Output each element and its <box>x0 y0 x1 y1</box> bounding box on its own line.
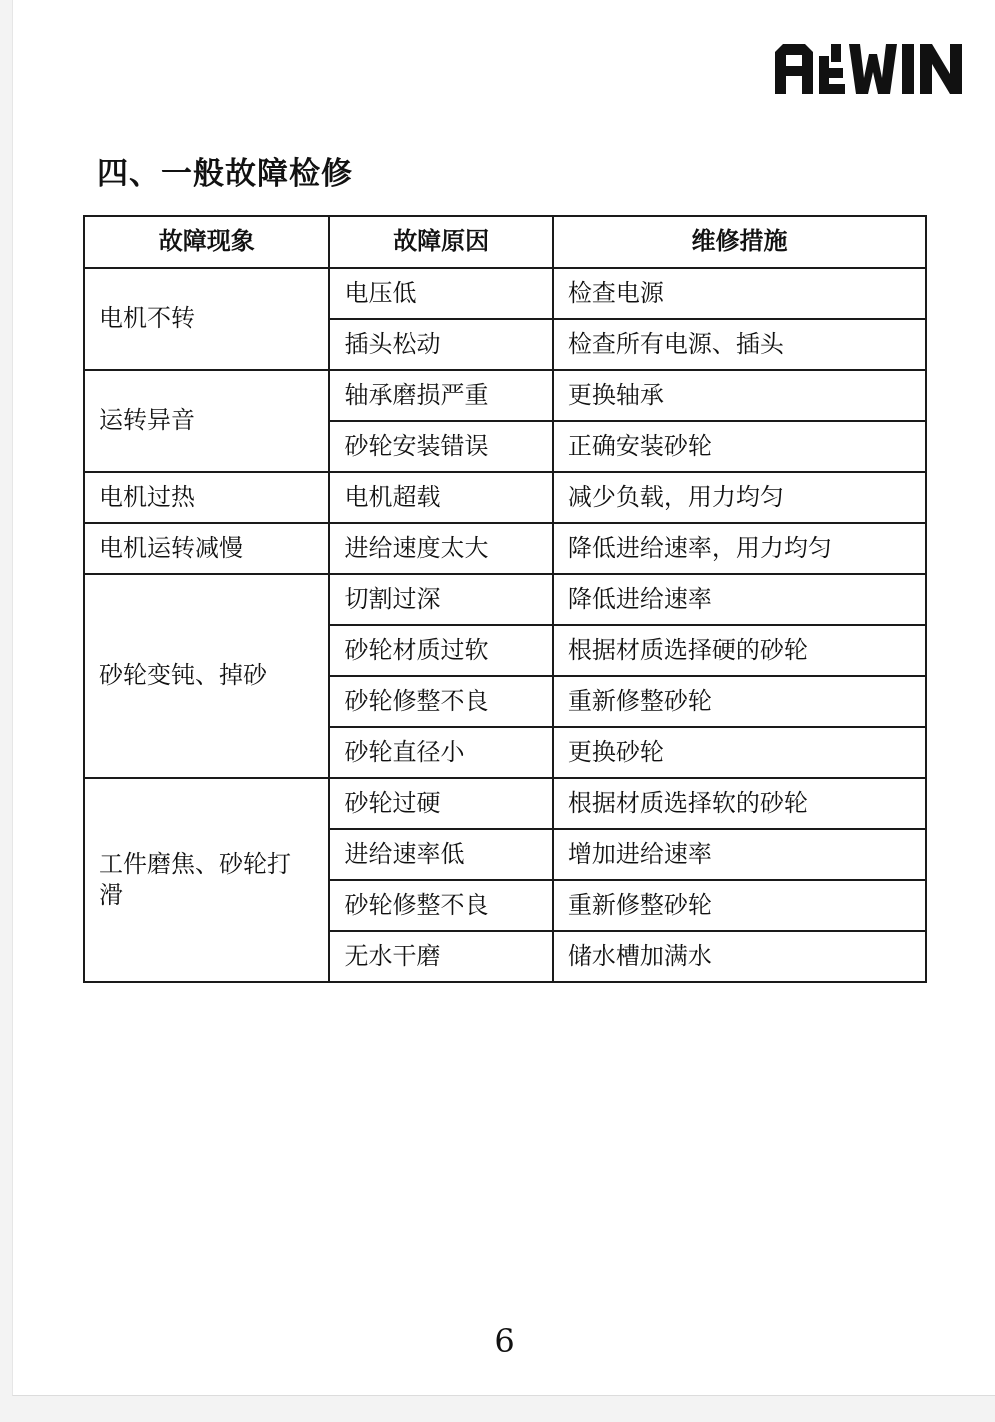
remedy-cell: 重新修整砂轮 <box>553 880 926 931</box>
remedy-cell: 正确安装砂轮 <box>553 421 926 472</box>
header-cause: 故障原因 <box>329 216 552 268</box>
alwin-logo-mark <box>771 40 971 98</box>
table-row <box>84 472 926 523</box>
cause-cell: 无水干磨 <box>329 931 552 982</box>
cause-cell: 砂轮过硬 <box>329 778 552 829</box>
symptom-cell: 砂轮变钝、掉砂 <box>84 574 329 778</box>
remedy-cell: 减少负载，用力均匀 <box>553 472 926 523</box>
header-symptom: 故障现象 <box>84 216 329 268</box>
table-row <box>84 370 926 421</box>
table-row <box>84 574 926 625</box>
troubleshooting-table <box>83 215 927 983</box>
table-row <box>84 778 926 829</box>
remedy-cell: 重新修整砂轮 <box>553 676 926 727</box>
cause-cell: 切割过深 <box>329 574 552 625</box>
cause-cell: 砂轮直径小 <box>329 727 552 778</box>
cause-cell: 进给速度太大 <box>329 523 552 574</box>
remedy-cell: 更换砂轮 <box>553 727 926 778</box>
remedy-cell: 检查电源 <box>553 268 926 319</box>
table-row <box>84 523 926 574</box>
cause-cell: 砂轮修整不良 <box>329 676 552 727</box>
remedy-cell: 降低进给速率，用力均匀 <box>553 523 926 574</box>
remedy-cell: 根据材质选择软的砂轮 <box>553 778 926 829</box>
remedy-cell: 根据材质选择硬的砂轮 <box>553 625 926 676</box>
page-number: 6 <box>494 1322 515 1360</box>
cause-cell: 砂轮安装错误 <box>329 421 552 472</box>
remedy-cell: 储水槽加满水 <box>553 931 926 982</box>
table-header-row <box>84 216 926 268</box>
symptom-cell: 运转异音 <box>84 370 329 472</box>
cause-cell: 砂轮材质过软 <box>329 625 552 676</box>
table-row <box>84 268 926 319</box>
cause-cell: 电压低 <box>329 268 552 319</box>
cause-cell: 砂轮修整不良 <box>329 880 552 931</box>
section-heading: 四、一般故障检修 <box>97 156 353 192</box>
document-page <box>12 0 995 1396</box>
symptom-cell: 电机过热 <box>84 472 329 523</box>
alwin-logo <box>771 40 971 98</box>
remedy-cell: 更换轴承 <box>553 370 926 421</box>
symptom-cell: 电机不转 <box>84 268 329 370</box>
remedy-cell: 检查所有电源、插头 <box>553 319 926 370</box>
remedy-cell: 降低进给速率 <box>553 574 926 625</box>
remedy-cell: 增加进给速率 <box>553 829 926 880</box>
cause-cell: 进给速率低 <box>329 829 552 880</box>
symptom-cell: 工件磨焦、砂轮打滑 <box>84 778 329 982</box>
header-remedy: 维修措施 <box>553 216 926 268</box>
cause-cell: 插头松动 <box>329 319 552 370</box>
cause-cell: 轴承磨损严重 <box>329 370 552 421</box>
symptom-cell: 电机运转减慢 <box>84 523 329 574</box>
cause-cell: 电机超载 <box>329 472 552 523</box>
